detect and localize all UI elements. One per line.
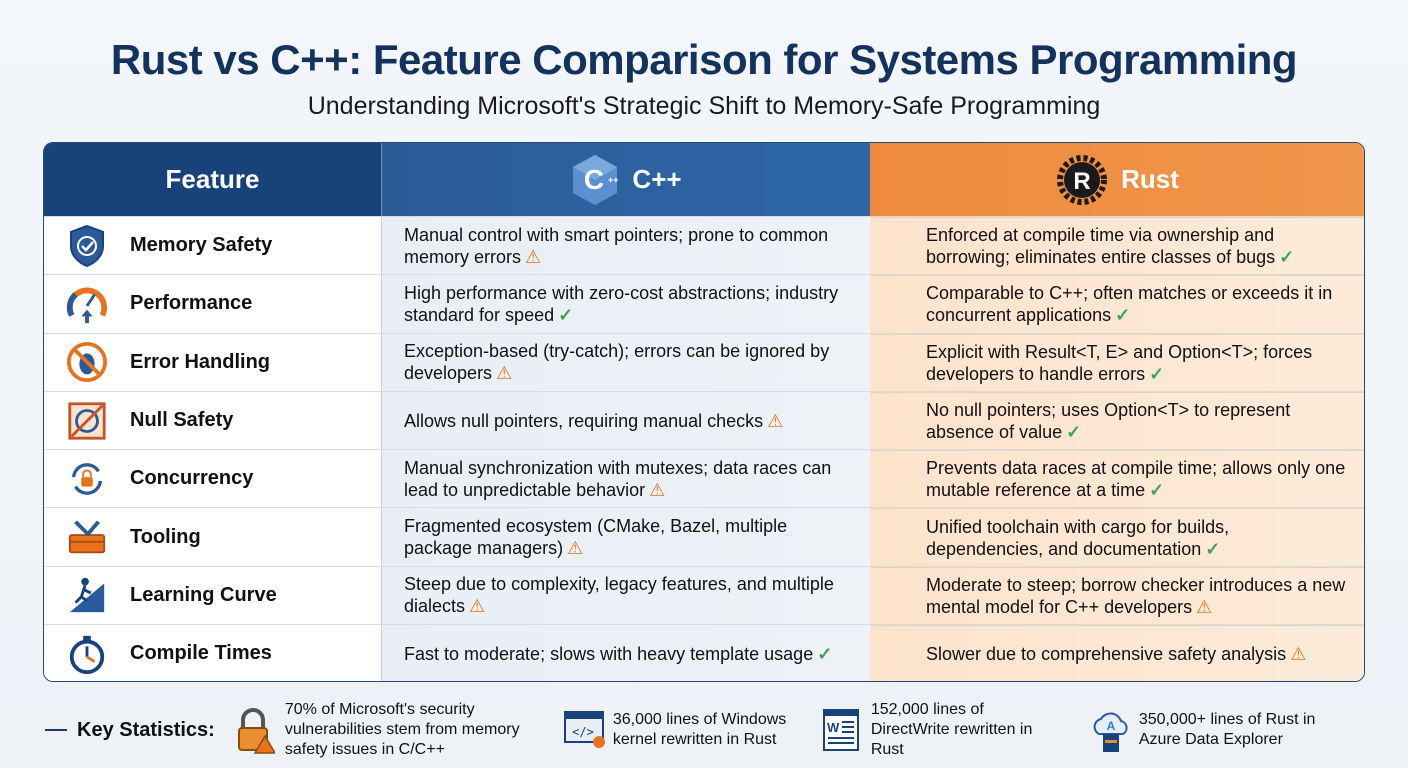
rust-logo-icon [1055,153,1109,207]
check-icon: ✓ [1115,305,1131,326]
feature-label: Learning Curve [130,583,277,606]
cpp-description: Allows null pointers, requiring manual checks [404,410,764,431]
shield-check-icon [66,225,108,267]
azure-cloud-icon [1089,708,1129,752]
svg-text:W: W [826,720,840,735]
check-icon: ✓ [558,304,574,325]
check-icon: ✓ [1279,247,1295,268]
header-cpp-label: C++ [632,164,682,194]
feature-cell [44,217,381,274]
rust-cell [870,392,1364,449]
header-cpp [381,143,870,216]
cpp-cell [381,450,870,507]
table-row [44,449,1364,507]
stat-text: 152,000 lines of DirectWrite rewritten in Rust [870,701,1033,758]
stat-item [235,700,535,760]
svg-text:R: R [1073,167,1091,195]
null-prohibited-icon [66,400,108,442]
stat-text: 350,000+ lines of Rust in Azure Data Explorer [1138,711,1316,748]
stopwatch-icon [66,633,108,675]
feature-cell [44,567,381,624]
table-row [44,333,1364,391]
dash-divider [45,729,67,731]
key-statistics-label: Key Statistics: [77,718,215,741]
warning-icon: ⚠ [567,538,584,559]
cpp-description: Steep due to complexity, legacy features, and multiple dialects [404,574,834,617]
rust-cell [870,334,1364,391]
key-statistics [45,700,1375,760]
feature-cell [44,450,381,507]
cpp-logo-icon [570,153,620,207]
feature-label: Error Handling [130,350,271,373]
feature-label: Null Safety [130,409,234,432]
warning-icon: ⚠ [525,246,542,267]
svg-text:A: A [1106,719,1116,733]
stat-text: 70% of Microsoft's security vulnerabilities stem from memory safety issues in C/C++ [284,701,520,758]
check-icon: ✓ [1205,538,1221,559]
stat-item [563,700,793,760]
table-row [44,624,1364,682]
header-rust [870,143,1364,216]
padlock-warning-icon [235,708,275,752]
sync-lock-icon [66,458,108,500]
check-icon: ✓ [1066,422,1082,443]
cpp-cell [381,508,870,565]
feature-cell [44,508,381,565]
feature-cell [44,334,381,391]
table-row [44,216,1364,274]
warning-icon: ⚠ [649,479,666,500]
svg-text:C: C [584,163,605,195]
feature-label: Tooling [130,525,201,548]
no-bug-icon [66,341,108,383]
cpp-cell [381,275,870,332]
cpp-cell [381,392,870,449]
check-icon: ✓ [1149,480,1165,501]
feature-label: Compile Times [130,642,272,665]
rust-description: Comparable to C++; often matches or exceeds it in concurrent applications [926,283,1333,326]
feature-label: Memory Safety [130,234,273,257]
table-row [44,507,1364,565]
rust-description: Prevents data races at compile time; allows only one mutable reference at a time [926,458,1346,501]
speedometer-icon [66,283,108,325]
cpp-description: High performance with zero-cost abstractions; industry standard for speed [404,282,839,325]
check-icon: ✓ [1149,363,1165,384]
toolbox-icon [66,516,108,558]
rust-cell [870,275,1364,332]
cpp-description: Fragmented ecosystem (CMake, Bazel, multiple package managers) [404,516,788,559]
warning-icon: ⚠ [1196,596,1213,617]
cpp-cell [381,567,870,624]
rust-description: No null pointers; uses Option<T> to represent absence of value [926,400,1291,443]
warning-icon: ⚠ [469,596,486,617]
feature-label: Performance [130,292,253,315]
header-rust-label: Rust [1121,164,1179,194]
table-header [44,143,1364,216]
stat-text: 36,000 lines of Windows kernel rewritten in Rust [612,711,787,748]
cpp-description: Manual synchronization with mutexes; data races can lead to unpredictable behavior [404,457,832,500]
check-icon: ✓ [817,643,833,664]
table-row [44,391,1364,449]
cpp-description: Exception-based (try-catch); errors can be ignored by developers [404,341,830,384]
cpp-description: Manual control with smart pointers; prone to common memory errors [404,224,829,267]
warning-icon: ⚠ [767,410,784,431]
header-feature: Feature [44,143,381,216]
page-title: Rust vs C++: Feature Comparison for Systems Programming [110,36,1298,83]
table-row [44,274,1364,332]
cpp-cell [381,217,870,274]
rust-cell [870,508,1364,565]
rust-description: Explicit with Result<T, E> and Option<T>; forces developers to handle errors [926,341,1313,384]
word-document-icon [821,708,861,752]
table-row [44,566,1364,624]
rust-cell [870,567,1364,624]
warning-icon: ⚠ [1290,644,1307,665]
cpp-cell [381,334,870,391]
rust-cell [870,625,1364,682]
page-subtitle: Understanding Microsoft's Strategic Shift to Memory-Safe Programming [307,92,1101,120]
feature-cell [44,625,381,682]
rust-cell [870,217,1364,274]
comparison-table [43,142,1365,682]
stat-item [1089,700,1319,760]
feature-cell [44,275,381,332]
svg-text:++: ++ [608,174,619,185]
warning-icon: ⚠ [496,363,513,384]
cpp-description: Fast to moderate; slows with heavy template usage [404,643,814,664]
rust-cell [870,450,1364,507]
svg-text:</>: </> [572,725,594,739]
rust-description: Enforced at compile time via ownership and borrowing; eliminates entire classes of bugs [926,225,1276,268]
code-window-icon [563,708,603,752]
rust-description: Moderate to steep; borrow checker introduces a new mental model for C++ developers [926,574,1346,617]
climbing-stairs-icon [66,574,108,616]
cpp-cell [381,625,870,682]
rust-description: Unified toolchain with cargo for builds, dependencies, and documentation [926,516,1230,559]
stat-item [821,700,1061,760]
feature-cell [44,392,381,449]
rust-description: Slower due to comprehensive safety analysis [926,644,1287,665]
feature-label: Concurrency [130,467,254,490]
key-statistics-heading [45,719,215,742]
